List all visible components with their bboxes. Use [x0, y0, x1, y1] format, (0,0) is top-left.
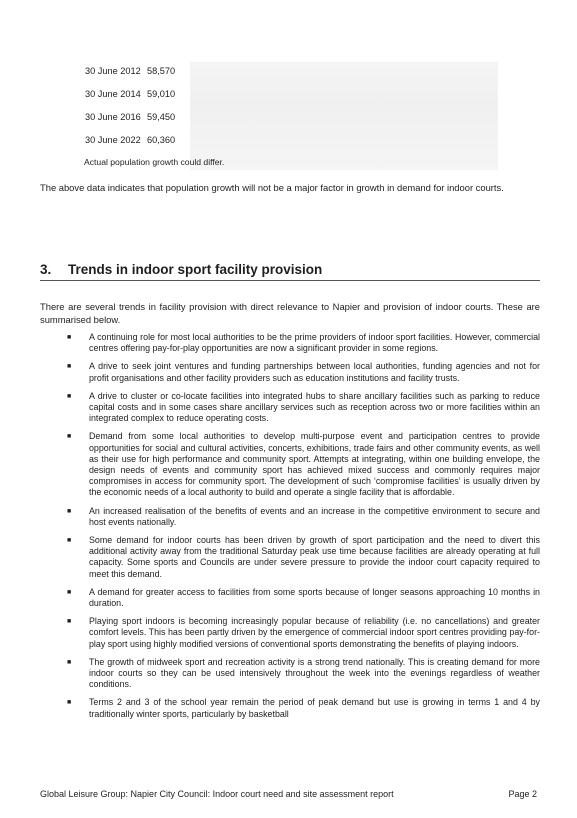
list-item-text: A drive to cluster or co-locate facilities into integrated hubs to share ancillary facilities such as parking to reduce capital costs and in some cases share ancillary services such as reception across two or more facilities within an integrated complex to reduce operating costs. — [89, 390, 540, 424]
square-bullet-icon: ■ — [67, 433, 72, 441]
list-item-text: A continuing role for most local authorities to be the prime providers of indoor sport facilities. However, commercial centres offering pay-for-play opportunities are now a significant provider in some regions. — [89, 332, 540, 354]
row-value: 59,450 — [147, 112, 176, 122]
section-intro: There are several trends in facility provision with direct relevance to Napier and provision of indoor courts. These are summarised below. — [40, 301, 540, 325]
trends-list — [40, 332, 540, 727]
list-item — [40, 506, 540, 528]
row-date: 30 June 2014 — [85, 89, 141, 99]
row-value: 60,360 — [147, 135, 176, 145]
square-bullet-icon: ■ — [67, 658, 72, 666]
list-item — [40, 697, 540, 719]
row-value: 58,570 — [147, 66, 176, 76]
table-footnote: Actual population growth could differ. — [84, 157, 225, 167]
list-item-text: A demand for greater access to facilities from some sports because of longer seasons approaching 10 months in duration. — [89, 586, 540, 609]
list-item-text: A drive to seek joint ventures and funding partnerships between local authorities, funding agencies and not for profit organisations and other facility providers such as education institutions and facility trusts. — [89, 361, 540, 383]
square-bullet-icon: ■ — [67, 334, 72, 341]
list-item-text: Demand from some local authorities to develop multi-purpose event and participation centres to provide opportunities for social and cultural activities, concerts, exhibitions, trade fairs and other community events, as well as their use for high performance and community sport. Attempts at integrating, within one building envelope, the design needs of events and community sport has achieved mixed success and commonly requires major compromises in access for community sport. The development of such ‘compromise facilities’ is usually driven by the economic needs of a local authority to build and operate a single facility that is affordable. — [89, 431, 540, 498]
square-bullet-icon: ■ — [67, 618, 72, 626]
list-item — [40, 587, 540, 609]
row-date: 30 June 2022 — [85, 135, 141, 145]
list-item — [40, 391, 540, 425]
list-item — [40, 361, 540, 383]
row-value: 59,010 — [147, 89, 176, 99]
list-item-text: An increased realisation of the benefits of events and an increase in the competitive environment to secure and host events nationally. — [89, 505, 540, 527]
list-item-text: Some demand for indoor courts has been driven by growth of sport participation and the need to divert this additional activity away from the traditional Saturday peak use time because facilities are already operating at full capacity. Some sports and Councils are under severe pressure to provide the indoor court capacity required to meet this demand. — [89, 535, 540, 579]
footer-report-title: Global Leisure Group: Napier City Council: Indoor court need and site assessment report — [40, 789, 394, 799]
square-bullet-icon: ■ — [67, 699, 72, 707]
list-item — [40, 332, 540, 354]
table-shaded-area — [190, 62, 498, 170]
square-bullet-icon: ■ — [67, 392, 72, 400]
list-item-text: The growth of midweek sport and recreation activity is a strong trend nationally. This is creating demand for more indoor courts so they can be used intensively throughout the week into the evenings regardless of weather conditions. — [89, 656, 540, 690]
square-bullet-icon: ■ — [67, 363, 72, 371]
list-item — [40, 535, 540, 580]
list-item — [40, 616, 540, 650]
square-bullet-icon: ■ — [67, 507, 72, 515]
list-item — [40, 431, 540, 498]
population-table — [80, 62, 498, 170]
row-date: 30 June 2016 — [85, 112, 141, 122]
section-number: 3. — [40, 262, 52, 277]
heading-divider — [40, 280, 540, 281]
list-item-text: Playing sport indoors is becoming increasingly popular because of reliability (i.e. no cancellations) and greater comfort levels. This has been partly driven by the emergence of commercial indoor sport centres providing pay-for-play sport using highly modified versions of conventional sports demonstrating the benefits of playing indoors. — [89, 616, 540, 649]
section-title: Trends in indoor sport facility provision — [68, 262, 323, 277]
population-conclusion: The above data indicates that population growth will not be a major factor in growth in demand for indoor courts. — [40, 182, 504, 193]
square-bullet-icon: ■ — [67, 588, 72, 596]
page-number: Page 2 — [508, 789, 537, 799]
square-bullet-icon: ■ — [67, 537, 72, 545]
row-date: 30 June 2012 — [85, 66, 141, 76]
list-item-text: Terms 2 and 3 of the school year remain the period of peak demand but use is growing in terms 1 and 4 by traditionally winter sports, particularly by basketball — [89, 697, 540, 719]
list-item — [40, 657, 540, 691]
